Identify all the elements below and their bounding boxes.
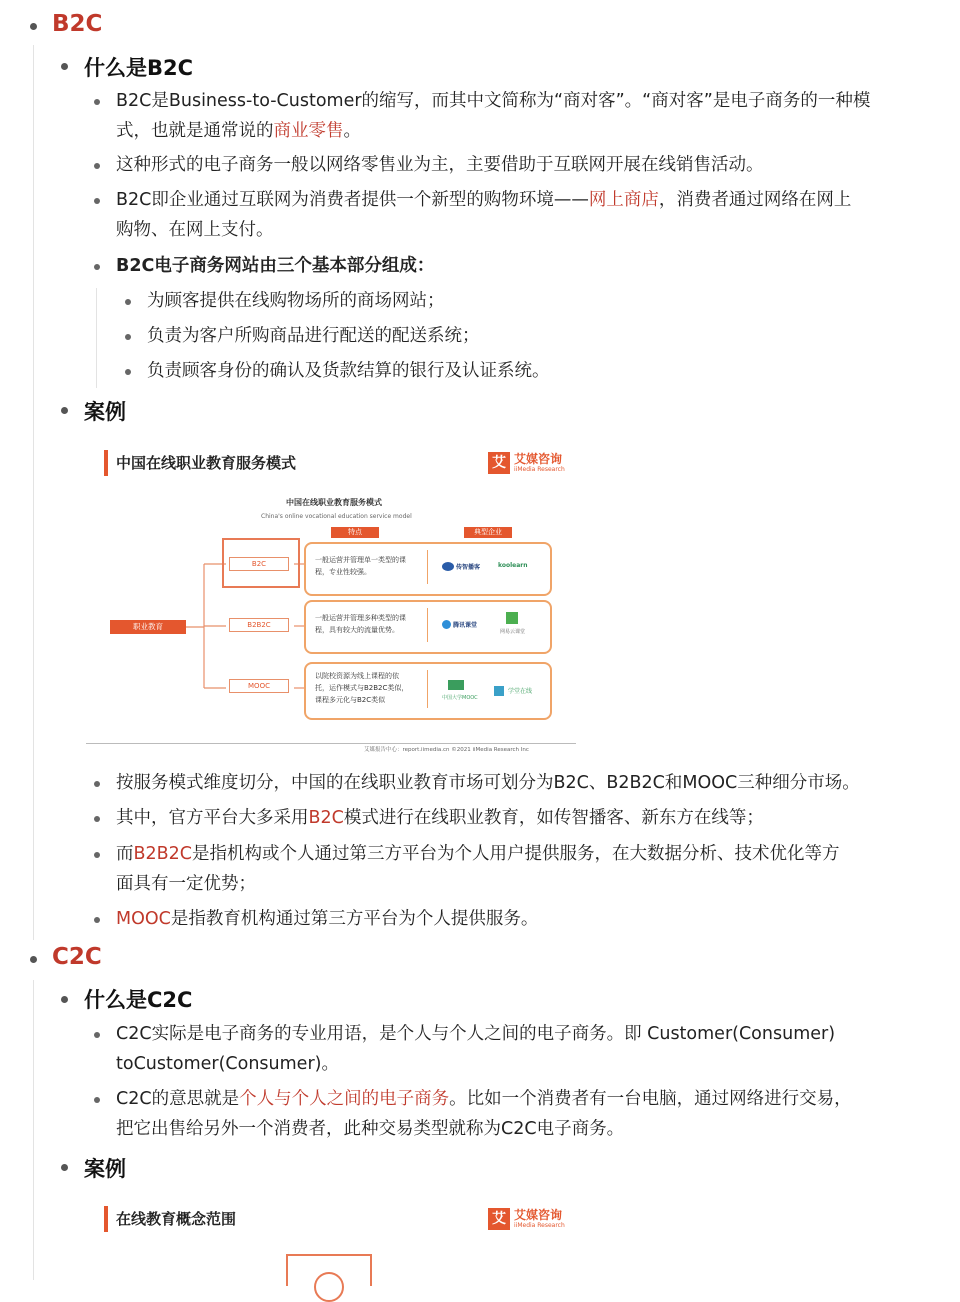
model-node-b2c: B2C: [229, 557, 289, 571]
figure-online-vocational-education: [86, 440, 576, 755]
text: C2C实际是电子商务的专业用语，是个人与个人之间的电子商务。即 Customer(Consumer): [116, 1024, 836, 1044]
bullet: [94, 163, 100, 169]
row-desc: [315, 670, 408, 706]
divider: [427, 670, 428, 708]
bullet: [30, 23, 37, 30]
bullet: [61, 63, 68, 70]
component-item: 负责为客户所购商品进行配送的配送系统；: [147, 326, 480, 346]
text: 式，也就是通常说的: [116, 121, 274, 141]
outline-guide-3: [96, 288, 97, 388]
row-desc: [315, 554, 406, 578]
logo-text: 艾媒咨询: [514, 452, 563, 466]
iimedia-logo-icon: 艾: [488, 1208, 510, 1230]
bullet: [125, 299, 131, 305]
bullet: [94, 198, 100, 204]
text: 托，运作模式与B2B2C类似，: [315, 684, 409, 692]
bullet: [94, 99, 100, 105]
text: 一般运营并管理单一类型的课: [315, 556, 406, 564]
bullet: [61, 1164, 68, 1171]
bullet: [30, 956, 37, 963]
company-logo-icon: [442, 562, 454, 571]
text: 。: [343, 121, 361, 141]
paragraph-case-3: [116, 839, 946, 899]
divider: [427, 550, 428, 584]
text: 把它出售给另外一个消费者，此种交易类型就称为C2C电子商务。: [116, 1119, 625, 1139]
company-logo-icon: [506, 612, 518, 624]
text: toCustomer(Consumer)。: [116, 1054, 339, 1074]
paragraph-b2c-store: [116, 185, 946, 245]
subheading-case: 案例: [84, 400, 126, 424]
text: 程，具有较大的流量优势。: [315, 626, 399, 634]
paragraph-case-1: 按服务模式维度切分，中国的在线职业教育市场可划分为B2C、B2B2C和MOOC三种细分市场。: [116, 773, 860, 793]
text: 课程多元化与B2C类似: [315, 696, 386, 704]
figure-footer: 艾媒报告中心：report.iimedia.cn ©2021 iiMedia Research Inc: [364, 747, 529, 753]
text: 模式进行在线职业教育，如传智播客、新东方在线等；: [343, 808, 764, 828]
company-logo-icon: [442, 620, 451, 629]
text: 是指机构或个人通过第三方平台为个人用户提供服务，在大数据分析、技术优化等方: [192, 844, 840, 864]
bullet: [94, 816, 100, 822]
bullet: [94, 781, 100, 787]
paragraph-c2c-definition: [116, 1019, 946, 1079]
subheading-case: 案例: [84, 1157, 126, 1181]
link-mooc[interactable]: MOOC: [116, 909, 171, 929]
bullet: [94, 852, 100, 858]
company-name: koolearn: [498, 562, 528, 569]
subheading-what-is-b2c: 什么是B2C: [84, 56, 194, 80]
company-logo-icon: [494, 686, 504, 696]
bullet: [94, 917, 100, 923]
company-name: 腾讯课堂: [453, 622, 478, 629]
model-node-mooc: MOOC: [229, 679, 289, 693]
logo-subtext: iiMedia Research: [514, 1222, 565, 1229]
figure-title: 在线教育概念范围: [116, 1210, 237, 1228]
company-name: 网易云课堂: [500, 629, 526, 635]
figure-online-education-scope: [86, 1196, 576, 1280]
bullet: [61, 407, 68, 414]
link-online-store[interactable]: 网上商店: [588, 190, 659, 210]
company-name: 中国大学MOOC: [442, 695, 478, 701]
component-item: 负责顾客身份的确认及货款结算的银行及认证系统。: [147, 361, 550, 381]
paragraph-b2c-components: B2C电子商务网站由三个基本部分组成：: [116, 256, 435, 276]
bullet: [61, 996, 68, 1003]
component-item: 为顾客提供在线购物场所的商场网站；: [147, 291, 445, 311]
paragraph-case-4: [116, 904, 946, 934]
text: 而: [116, 844, 134, 864]
subheading-what-is-c2c: 什么是C2C: [84, 988, 193, 1012]
text: 面具有一定优势；: [116, 874, 256, 894]
diagram-circle: [314, 1272, 344, 1302]
link-b2b2c[interactable]: B2B2C: [133, 844, 192, 864]
paragraph-case-2: [116, 803, 946, 833]
column-tag-company: 典型企业: [464, 527, 512, 538]
text: ，消费者通过网络在网上: [658, 190, 852, 210]
text: 一般运营并管理多种类型的课: [315, 614, 406, 622]
link-retail[interactable]: 商业零售: [273, 121, 344, 141]
company-name: 传智播客: [456, 564, 481, 571]
logo-subtext: iiMedia Research: [514, 466, 565, 473]
figure-footer-rule: [86, 743, 576, 744]
text: B2C是Business-to-Customer的缩写，而其中文简称为“商对客”。“商对客”是电子商务的一种模: [116, 91, 871, 111]
section-heading-b2c: B2C: [52, 11, 103, 37]
bullet: [94, 1032, 100, 1038]
company-name: 学堂在线: [508, 688, 533, 695]
outline-guide-2: [33, 980, 34, 1280]
text: 以院校资源为线上课程的依: [315, 672, 399, 680]
bullet: [94, 1097, 100, 1103]
link-p2p-ecommerce[interactable]: 个人与个人之间的电子商务: [239, 1089, 450, 1109]
bullet: [125, 334, 131, 340]
row-desc: [315, 612, 406, 636]
figure-title: 中国在线职业教育服务模式: [116, 454, 297, 472]
paragraph-b2c-form: 这种形式的电子商务一般以网络零售业为主，主要借助于互联网开展在线销售活动。: [116, 155, 764, 175]
outline-guide-1: [33, 45, 34, 940]
inner-subtitle: China's online vocational education service model: [261, 513, 412, 520]
inner-title: 中国在线职业教育服务模式: [286, 498, 382, 507]
company-logo-icon: [448, 680, 464, 690]
text: 程，专业性较强。: [315, 568, 371, 576]
model-node-b2b2c: B2B2C: [229, 618, 289, 632]
iimedia-logo-icon: 艾: [488, 452, 510, 474]
column-tag-feature: 特点: [331, 527, 379, 538]
text: 其中，官方平台大多采用: [116, 808, 309, 828]
text: 。比如一个消费者有一台电脑，通过网络进行交易，: [449, 1089, 852, 1109]
figure-accent-bar: [104, 1206, 108, 1232]
bullet: [94, 264, 100, 270]
bullet: [125, 369, 131, 375]
divider: [427, 608, 428, 642]
link-b2c[interactable]: B2C: [308, 808, 344, 828]
paragraph-b2c-definition: [116, 86, 946, 146]
text: 是指教育机构通过第三方平台为个人提供服务。: [170, 909, 539, 929]
logo-text: 艾媒咨询: [514, 1208, 563, 1222]
text: B2C即企业通过互联网为消费者提供一个新型的购物环境——: [116, 190, 589, 210]
paragraph-c2c-meaning: [116, 1084, 946, 1144]
text: 购物、在网上支付。: [116, 220, 274, 240]
text: C2C的意思就是: [116, 1089, 240, 1109]
root-node: 职业教育: [110, 620, 186, 634]
section-heading-c2c: C2C: [52, 944, 102, 970]
